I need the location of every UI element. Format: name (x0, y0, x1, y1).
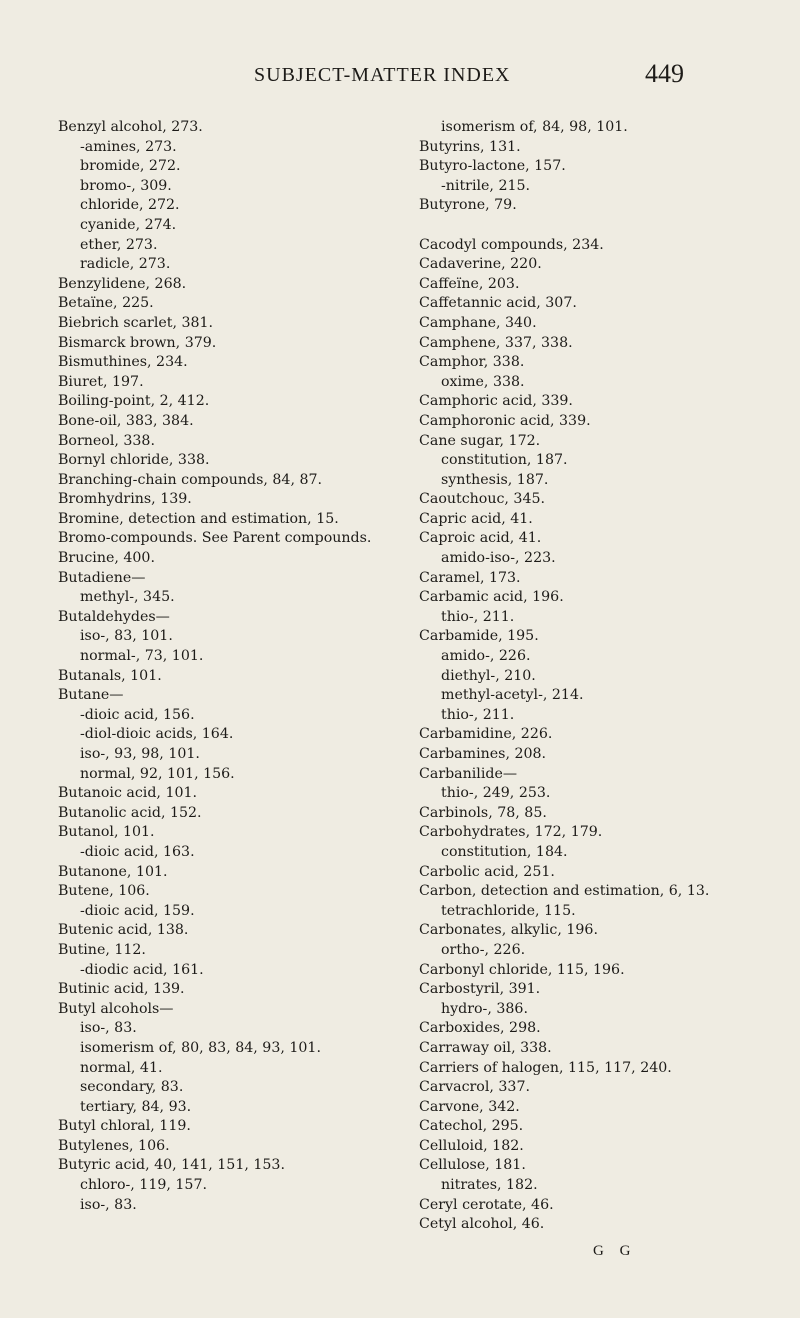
index-column-right (419, 118, 769, 1235)
index-subentry: oxime, 338. (441, 373, 525, 390)
index-entry: Butadiene— (58, 569, 146, 586)
index-subentry: iso-, 93, 98, 101. (80, 746, 200, 762)
index-entry: Butanolic acid, 152. (58, 804, 202, 821)
index-entry: Camphane, 340. (419, 314, 537, 331)
index-entry: Cetyl alcohol, 46. (419, 1216, 545, 1233)
index-entry: Butyrins, 131. (419, 138, 521, 155)
index-entry: Ceryl cerotate, 46. (419, 1196, 554, 1213)
index-subentry: thio-, 211. (441, 608, 515, 625)
index-entry: Biebrich scarlet, 381. (58, 314, 214, 331)
index-entry: Benzyl alcohol, 273. (58, 119, 203, 135)
index-entry: Butyl chloral, 119. (58, 1118, 191, 1135)
index-entry: Butylenes, 106. (58, 1137, 170, 1154)
index-entry: Capric acid, 41. (419, 510, 533, 527)
index-entry: Caramel, 173. (419, 569, 521, 586)
index-subentry: chloride, 272. (80, 197, 180, 214)
index-entry: Bornyl chloride, 338. (58, 452, 210, 469)
index-subentry: secondary, 83. (80, 1079, 184, 1096)
index-entry: Bromo-compounds. See Parent compounds. (58, 530, 372, 547)
index-subentry: iso-, 83, 101. (80, 628, 173, 645)
index-entry: Carvacrol, 337. (419, 1079, 530, 1096)
running-title: SUBJECT-MATTER INDEX (254, 64, 511, 86)
index-entry: Carvone, 342. (419, 1098, 520, 1115)
index-entry: Butene, 106. (58, 883, 150, 900)
index-subentry: thio-, 249, 253. (441, 785, 551, 802)
index-entry: Camphoronic acid, 339. (419, 412, 591, 429)
index-subentry: isomerism of, 84, 98, 101. (441, 119, 628, 135)
index-entry: Butanol, 101. (58, 824, 155, 841)
index-entry: Branching-chain compounds, 84, 87. (58, 471, 323, 488)
index-subentry: methyl-, 345. (80, 589, 175, 606)
index-subentry: cyanide, 274. (80, 216, 177, 233)
index-entry: Butyric acid, 40, 141, 151, 153. (58, 1157, 285, 1174)
index-entry: Bromhydrins, 139. (58, 491, 192, 508)
index-subentry: -amines, 273. (80, 138, 177, 155)
index-entry: Camphoric acid, 339. (419, 393, 573, 410)
index-column-left (58, 118, 413, 1215)
index-entry: Biuret, 197. (58, 373, 144, 390)
index-subentry: normal, 41. (80, 1059, 163, 1076)
index-entry: Benzylidene, 268. (58, 275, 187, 292)
index-entry: Carbohydrates, 172, 179. (419, 824, 603, 841)
index-subentry: bromide, 272. (80, 158, 181, 175)
index-entry: Carbamic acid, 196. (419, 589, 564, 606)
index-subentry: methyl-acetyl-, 214. (441, 687, 584, 704)
index-subentry: -diol-dioic acids, 164. (80, 726, 234, 743)
index-entry: Borneol, 338. (58, 432, 155, 449)
index-entry: Butanone, 101. (58, 863, 168, 880)
index-entry: Carboxides, 298. (419, 1020, 541, 1037)
index-entry: Butyro-lactone, 157. (419, 158, 566, 175)
index-entry: Carbostyril, 391. (419, 981, 541, 998)
index-entry: Catechol, 295. (419, 1118, 524, 1135)
index-subentry: ortho-, 226. (441, 941, 526, 958)
index-entry: Betaïne, 225. (58, 295, 154, 312)
index-entry: Cadaverine, 220. (419, 256, 542, 273)
index-entry: Cacodyl compounds, 234. (419, 236, 604, 253)
index-entry: Butinic acid, 139. (58, 981, 185, 998)
index-entry: Carbamines, 208. (419, 746, 547, 762)
index-entry: Brucine, 400. (58, 550, 155, 567)
signature-mark: G G (593, 1243, 637, 1259)
index-entry: Butyrone, 79. (419, 197, 517, 214)
index-subentry: constitution, 187. (441, 452, 568, 469)
index-subentry: iso-, 83. (80, 1196, 137, 1213)
index-entry: Carbolic acid, 251. (419, 863, 555, 880)
index-entry: Caproic acid, 41. (419, 530, 542, 547)
index-subentry: bromo-, 309. (80, 177, 172, 194)
index-entry: Butenic acid, 138. (58, 922, 189, 939)
index-subentry: -dioic acid, 156. (80, 706, 195, 723)
index-subentry: iso-, 83. (80, 1020, 137, 1037)
index-entry: Carbamide, 195. (419, 628, 539, 645)
index-subentry: constitution, 184. (441, 843, 568, 860)
index-subentry: -dioic acid, 163. (80, 843, 195, 860)
index-entry: Butane— (58, 687, 124, 704)
index-subentry: amido-, 226. (441, 648, 531, 665)
index-subentry: -dioic acid, 159. (80, 902, 195, 919)
index-subentry: radicle, 273. (80, 256, 171, 273)
index-entry: Carbonyl chloride, 115, 196. (419, 961, 625, 978)
index-entry: Carbonates, alkylic, 196. (419, 922, 598, 939)
index-entry: Carbanilide— (419, 765, 518, 782)
index-subentry: diethyl-, 210. (441, 667, 536, 684)
index-entry: Camphor, 338. (419, 354, 525, 371)
index-entry: Butaldehydes— (58, 608, 170, 625)
index-entry: Bismarck brown, 379. (58, 334, 217, 351)
index-subentry: -diodic acid, 161. (80, 961, 204, 978)
index-entry: Butyl alcohols— (58, 1000, 174, 1017)
index-entry: Carraway oil, 338. (419, 1039, 552, 1056)
index-entry: Carbon, detection and estimation, 6, 13. (419, 883, 710, 900)
index-entry: Carbamidine, 226. (419, 726, 553, 743)
index-entry: Butanoic acid, 101. (58, 785, 198, 802)
index-subentry: nitrates, 182. (441, 1177, 538, 1194)
index-entry: Cellulose, 181. (419, 1157, 526, 1174)
index-spacer (419, 216, 769, 236)
index-subentry: isomerism of, 80, 83, 84, 93, 101. (80, 1039, 321, 1056)
index-subentry: thio-, 211. (441, 706, 515, 723)
index-entry: Carbinols, 78, 85. (419, 804, 547, 821)
index-entry: Bromine, detection and estimation, 15. (58, 510, 339, 527)
index-subentry: chloro-, 119, 157. (80, 1177, 207, 1194)
index-entry: Caoutchouc, 345. (419, 491, 546, 508)
index-entry: Cane sugar, 172. (419, 432, 541, 449)
index-subentry: -nitrile, 215. (441, 177, 531, 194)
index-entry: Carriers of halogen, 115, 117, 240. (419, 1059, 672, 1076)
index-subentry: hydro-, 386. (441, 1000, 528, 1017)
index-entry: Camphene, 337, 338. (419, 334, 573, 351)
index-subentry: tertiary, 84, 93. (80, 1098, 192, 1115)
index-entry: Bismuthines, 234. (58, 354, 188, 371)
page-number: 449 (645, 59, 684, 88)
index-subentry: normal-, 73, 101. (80, 648, 204, 665)
index-subentry: tetrachloride, 115. (441, 902, 576, 919)
index-subentry: synthesis, 187. (441, 471, 549, 488)
index-entry: Bone-oil, 383, 384. (58, 412, 194, 429)
index-entry: Caffeïne, 203. (419, 275, 520, 292)
index-entry: Caffetannic acid, 307. (419, 295, 577, 312)
index-entry: Celluloid, 182. (419, 1137, 524, 1154)
index-entry: Butine, 112. (58, 941, 146, 958)
index-entry: Butanals, 101. (58, 667, 162, 684)
index-subentry: amido-iso-, 223. (441, 550, 556, 567)
index-subentry: normal, 92, 101, 156. (80, 765, 235, 782)
index-subentry: ether, 273. (80, 236, 158, 253)
page-header (0, 58, 800, 88)
index-entry: Boiling-point, 2, 412. (58, 393, 210, 410)
